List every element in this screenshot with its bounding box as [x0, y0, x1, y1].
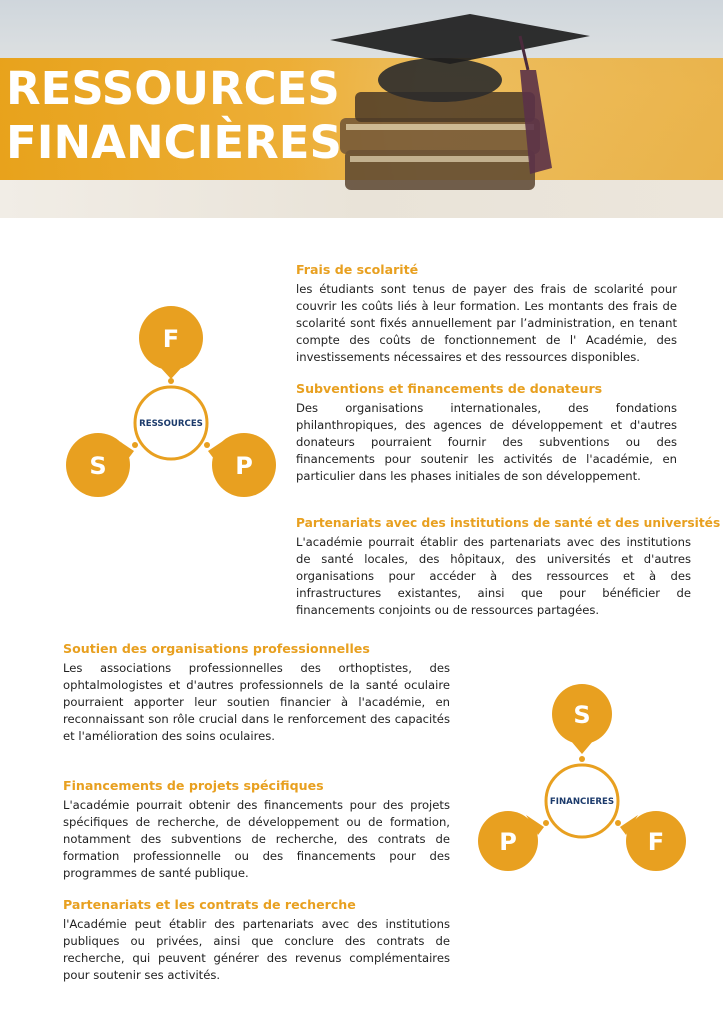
section-title: Soutien des organisations professionnelles: [63, 641, 370, 656]
section-title: Subventions et financements de donateurs: [296, 381, 603, 396]
section-partenariats-sante: [296, 516, 721, 619]
section-title: Frais de scolarité: [296, 262, 419, 277]
section-projets-specifiques: [63, 778, 450, 882]
financieres-diagram: [468, 683, 698, 888]
node-f-letter: F: [647, 828, 665, 856]
section-body: les étudiants sont tenus de payer des frais de scolarité pour couvrir les coûts liés à leur formation. Les montants des frais de scolarité sont fixés annuellement par l’administration, en tenant compte des coûts de fonctionnement de l' Académie, des investissements nécessaires et des ressources disponibles.: [296, 282, 677, 364]
page-title-line1: RESSOURCES: [6, 62, 340, 115]
node-p-letter: P: [235, 452, 253, 480]
node-f-letter: F: [162, 325, 180, 353]
ressources-diagram: [60, 305, 290, 510]
center-label: RESSOURCES: [139, 419, 203, 429]
section-subventions: [296, 381, 677, 485]
page-title-line2: FINANCIÈRES: [6, 116, 342, 169]
section-title: Financements de projets spécifiques: [63, 778, 324, 793]
section-body: Les associations professionnelles des orthoptistes, des ophtalmologistes et d'autres professionnels de la santé oculaire pourraient apporter leur soutien financier à l'académie, en reconnaissant son rôle crucial dans le renforcement des capacités et l'amélioration des soins oculaires.: [63, 661, 450, 743]
section-body: l'Académie peut établir des partenariats avec des institutions publiques ou privées, ainsi que conclure des contrats de recherche, qui peuvent générer des revenus complémentaires pour soutenir ses activités.: [63, 917, 450, 982]
section-frais-scolarite: [296, 262, 677, 366]
section-body: L'académie pourrait obtenir des financements pour des projets spécifiques de recherche, de développement ou de formation, notamment des subventions de recherche, des contrats de formation professionnelle ou des financements pour des programmes de santé publique.: [63, 798, 450, 880]
ressources-diagram-graphic: [60, 305, 290, 505]
center-label: FINANCIERES: [549, 797, 615, 807]
node-p-letter: P: [499, 828, 517, 856]
section-body: L'académie pourrait établir des partenariats avec des institutions de santé locales, des hôpitaux, des universités et d'autres organisations pour accéder à des ressources et à des infrastructures existantes, ainsi que pour bénéficier de financements conjoints ou de ressources partagées.: [296, 535, 691, 617]
node-s-letter: S: [573, 701, 591, 729]
page-title: [6, 62, 526, 170]
financieres-diagram-graphic: [468, 683, 698, 883]
section-contrats-recherche: [63, 897, 450, 984]
hero-banner: [0, 0, 723, 218]
section-title: Partenariats et les contrats de recherche: [63, 897, 356, 912]
node-s-letter: S: [89, 452, 107, 480]
section-soutien-organisations: [63, 641, 450, 745]
section-body: Des organisations internationales, des fondations philanthropiques, des agences de développement et d'autres donateurs pourraient fournir des subventions ou des financements pour soutenir les activités de l'académie, en particulier dans les phases initiales de son développement.: [296, 401, 677, 483]
section-title: Partenariats avec des institutions de santé et des universités: [296, 516, 721, 530]
